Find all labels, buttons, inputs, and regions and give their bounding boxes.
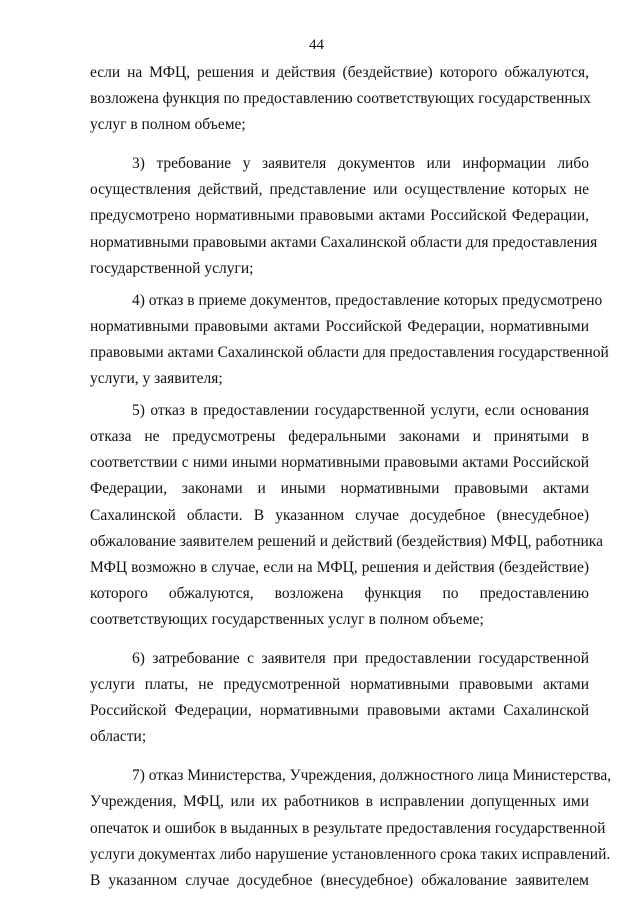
page-number: 44 <box>309 37 324 53</box>
text-line: МФЦ возможно в случае, если на МФЦ, решения и действия (бездействие) <box>90 558 589 576</box>
text-line: услуги документах либо нарушение установленного срока таких исправлений. <box>90 845 611 863</box>
text-line: возложена функция по предоставлению соответствующих государственных <box>90 90 591 108</box>
text-line: услуг в полном объеме; <box>90 116 246 134</box>
text-line: которого обжалуются, возложена функция по предоставлению <box>90 584 589 602</box>
text-line: правовыми актами Сахалинской области для предоставления государственной <box>90 343 609 361</box>
text-line: 4) отказ в приеме документов, предоставление которых предусмотрено <box>132 291 603 309</box>
text-line: области; <box>90 728 147 746</box>
text-line: Федерации, законами и иными нормативными правовыми актами <box>90 480 589 498</box>
text-line: нормативными правовыми актами Российской Федерации, нормативными <box>90 317 589 335</box>
text-line: В указанном случае досудебное (внесудебное) обжалование заявителем <box>90 871 589 889</box>
text-line: отказа не предусмотрены федеральными законами и принятыми в <box>90 428 589 446</box>
text-line: 5) отказ в предоставлении государственной услуги, если основания <box>132 402 589 420</box>
text-line: обжалование заявителем решений и действий (бездействия) МФЦ, работника <box>90 532 603 550</box>
text-line: предусмотрено нормативными правовыми актами Российской Федерации, <box>90 207 589 225</box>
text-line: 7) отказ Министерства, Учреждения, должностного лица Министерства, <box>132 767 612 785</box>
paragraph <box>90 151 598 281</box>
text-line: опечаток и ошибок в выданных в результате предоставления государственной <box>90 819 606 837</box>
text-line: если на МФЦ, решения и действия (бездействие) которого обжалуются, <box>90 64 589 81</box>
text-line: государственной услуги; <box>90 259 254 277</box>
text-line: осуществления действий, представление или осуществление которых не <box>90 181 589 199</box>
text-line: услуги платы, не предусмотренной нормативными правовыми актами <box>90 676 589 694</box>
text-line: Учреждения, МФЦ, или их работников в исправлении допущенных ими <box>90 793 589 811</box>
paragraph <box>90 60 589 138</box>
text-line: соответствующих государственных услуг в полном объеме; <box>90 610 484 628</box>
paragraph <box>90 398 603 633</box>
text-line: 3) требование у заявителя документов или информации либо <box>132 155 589 173</box>
text-line: соответствии с ними иными нормативными правовыми актами Российской <box>90 454 589 472</box>
paragraph <box>90 646 589 750</box>
text-line: Сахалинской области. В указанном случае досудебное (внесудебное) <box>90 506 589 524</box>
document-body <box>90 60 612 894</box>
text-line: услуги, у заявителя; <box>90 370 223 388</box>
text-line: Российской Федерации, нормативными правовыми актами Сахалинской <box>90 702 589 720</box>
paragraph <box>90 288 609 392</box>
paragraph <box>90 763 612 893</box>
text-line: 6) затребование с заявителя при предоставлении государственной <box>132 649 589 667</box>
text-line: нормативными правовыми актами Сахалинской области для предоставления <box>90 233 598 251</box>
